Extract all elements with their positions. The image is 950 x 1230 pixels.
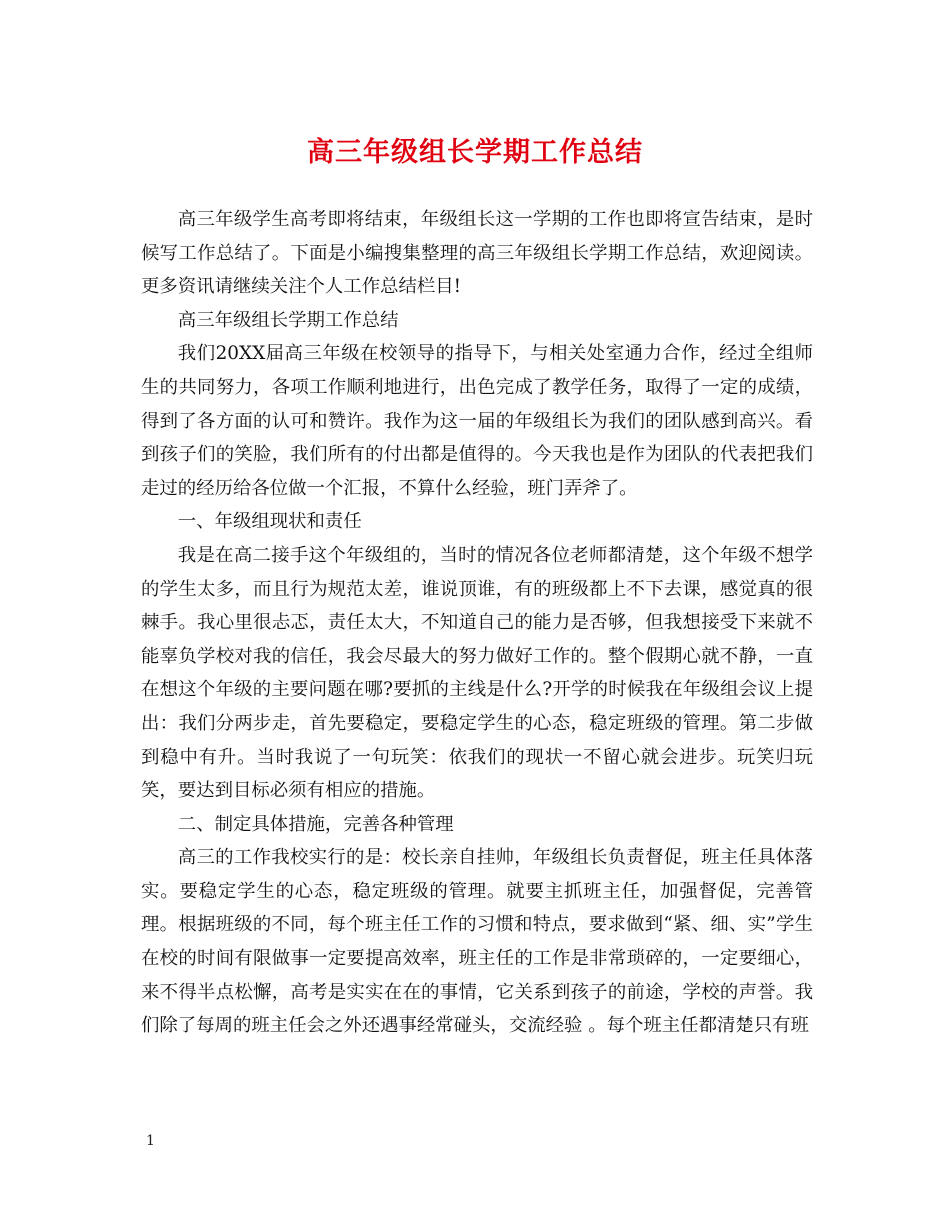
intro-paragraph: 高三年级学生高考即将结束，年级组长这一学期的工作也即将宣告结束，是时候写工作总结了。下面是小编搜集整理的高三年级组长学期工作总结，欢迎阅读。更多资讯请继续关注个人工作总结栏目!	[141, 209, 813, 298]
document-body	[141, 203, 813, 1043]
page-number: 1	[146, 1133, 155, 1149]
subtitle-paragraph: 高三年级组长学期工作总结	[177, 309, 399, 331]
body-paragraph: 我们20XX届高三年级在校领导的指导下，与相关处室通力合作，经过全组师生的共同努力，各项工作顺利地进行，出色完成了教学任务，取得了一定的成绩，得到了各方面的认可和赞许。我作为这一届的年级组长为我们的团队感到高兴。看到孩子们的笑脸，我们所有的付出都是值得的。今天我也是作为团队的代表把我们走过的经历给各位做一个汇报，不算什么经验，班门弄斧了。	[141, 343, 813, 499]
body-paragraph: 高三的工作我校实行的是：校长亲自挂帅，年级组长负责督促，班主任具体落实。要稳定学生的心态，稳定班级的管理。就要主抓班主任，加强督促，完善管理。根据班级的不同，每个班主任工作的习惯和特点，要求做到“紧、细、实”学生在校的时间有限做事一定要提高效率，班主任的工作是非常琐碎的，一定要细心，来不得半点松懈，高考是实实在在的事情，它关系到孩子的前途，学校的声誉。我们除了每周的班主任会之外还遇事经常碰头，交流经验 。每个班主任都清楚只有班	[141, 847, 813, 1037]
body-paragraph: 我是在高二接手这个年级组的，当时的情况各位老师都清楚，这个年级不想学的学生太多，而且行为规范太差，谁说顶谁，有的班级都上不下去课，感觉真的很棘手。我心里很忐忑，责任太大，不知道自己的能力是否够，但我想接受下来就不能辜负学校对我的信任，我会尽最大的努力做好工作的。整个假期心就不静，一直在想这个年级的主要问题在哪?要抓的主线是什么?开学的时候我在年级组会议上提出：我们分两步走，首先要稳定，要稳定学生的心态，稳定班级的管理。第二步做到稳中有升。当时我说了一句玩笑：依我们的现状一不留心就会进步。玩笑归玩笑，要达到目标必须有相应的措施。	[141, 544, 813, 802]
section-heading: 二、制定具体措施，完善各种管理	[177, 813, 454, 835]
document-title: 高三年级组长学期工作总结	[307, 137, 643, 168]
section-heading: 一、年级组现状和责任	[177, 511, 362, 533]
